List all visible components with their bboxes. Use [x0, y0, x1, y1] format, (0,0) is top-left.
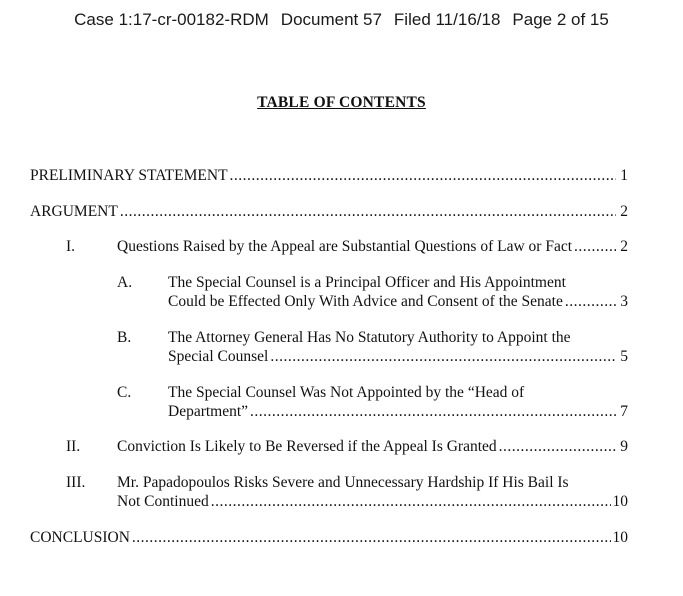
toc-entry-text-line2: Not Continued — [117, 493, 209, 510]
toc-entry-text: PRELIMINARY STATEMENT — [30, 167, 228, 184]
toc-page-number: 7 — [620, 403, 628, 420]
dot-leader — [270, 347, 616, 366]
dot-leader — [574, 237, 616, 256]
page-indicator: Page 2 of 15 — [512, 10, 609, 29]
toc-entry-argument — [30, 202, 628, 221]
toc-entry-text: Conviction Is Likely to Be Reversed if the Appeal Is Granted — [117, 438, 497, 455]
toc-page-number: 2 — [620, 203, 628, 220]
toc-entry-text-line2: Department” — [168, 403, 249, 420]
document-number: Document 57 — [280, 10, 382, 29]
toc-entry-text-line2: Special Counsel — [168, 348, 269, 365]
dot-leader — [211, 492, 611, 511]
toc-entry-letter: C. — [117, 384, 132, 401]
page-title: TABLE OF CONTENTS — [257, 94, 426, 111]
toc-entry-numeral: II. — [66, 438, 81, 455]
dot-leader — [120, 202, 616, 221]
toc-entry-letter: A. — [117, 274, 133, 291]
case-number: Case 1:17-cr-00182-RDM — [74, 10, 269, 29]
dot-leader — [565, 292, 616, 311]
toc-entry-text: CONCLUSION — [30, 529, 130, 546]
toc-entry-text-line1: Mr. Papadopoulos Risks Severe and Unnecessary Hardship If His Bail Is — [117, 474, 569, 491]
toc-entry-text-line1: The Special Counsel Was Not Appointed by the “Head of — [168, 384, 525, 401]
toc-page-number: 10 — [612, 529, 628, 546]
toc-entry-preliminary-statement — [30, 166, 628, 185]
dot-leader — [250, 402, 616, 421]
filed-date: Filed 11/16/18 — [393, 10, 501, 29]
toc-entry-text: Questions Raised by the Appeal are Substantial Questions of Law or Fact — [117, 238, 573, 255]
toc-entry-numeral: I. — [66, 238, 76, 255]
toc-page-number: 1 — [620, 167, 628, 184]
toc-entry-text: ARGUMENT — [30, 203, 118, 220]
dot-leader — [499, 437, 616, 456]
toc-entry-letter: B. — [117, 329, 132, 346]
document-header — [0, 10, 683, 30]
toc-entry-numeral: III. — [66, 474, 86, 491]
toc-page-number: 2 — [620, 238, 628, 255]
toc-entry-text-line2: Could be Effected Only With Advice and Consent of the Senate — [168, 293, 563, 310]
toc-page-number: 5 — [620, 348, 628, 365]
toc-page-number: 3 — [620, 293, 628, 310]
toc-page-number: 9 — [620, 438, 628, 455]
toc-page-number: 10 — [612, 493, 628, 510]
toc-entry-text-line1: The Special Counsel is a Principal Officer and His Appointment — [168, 274, 566, 291]
dot-leader — [230, 166, 616, 185]
toc-entry-text-line1: The Attorney General Has No Statutory Authority to Appoint the — [168, 329, 571, 346]
toc-entry-conclusion — [30, 528, 628, 547]
dot-leader — [132, 528, 611, 547]
